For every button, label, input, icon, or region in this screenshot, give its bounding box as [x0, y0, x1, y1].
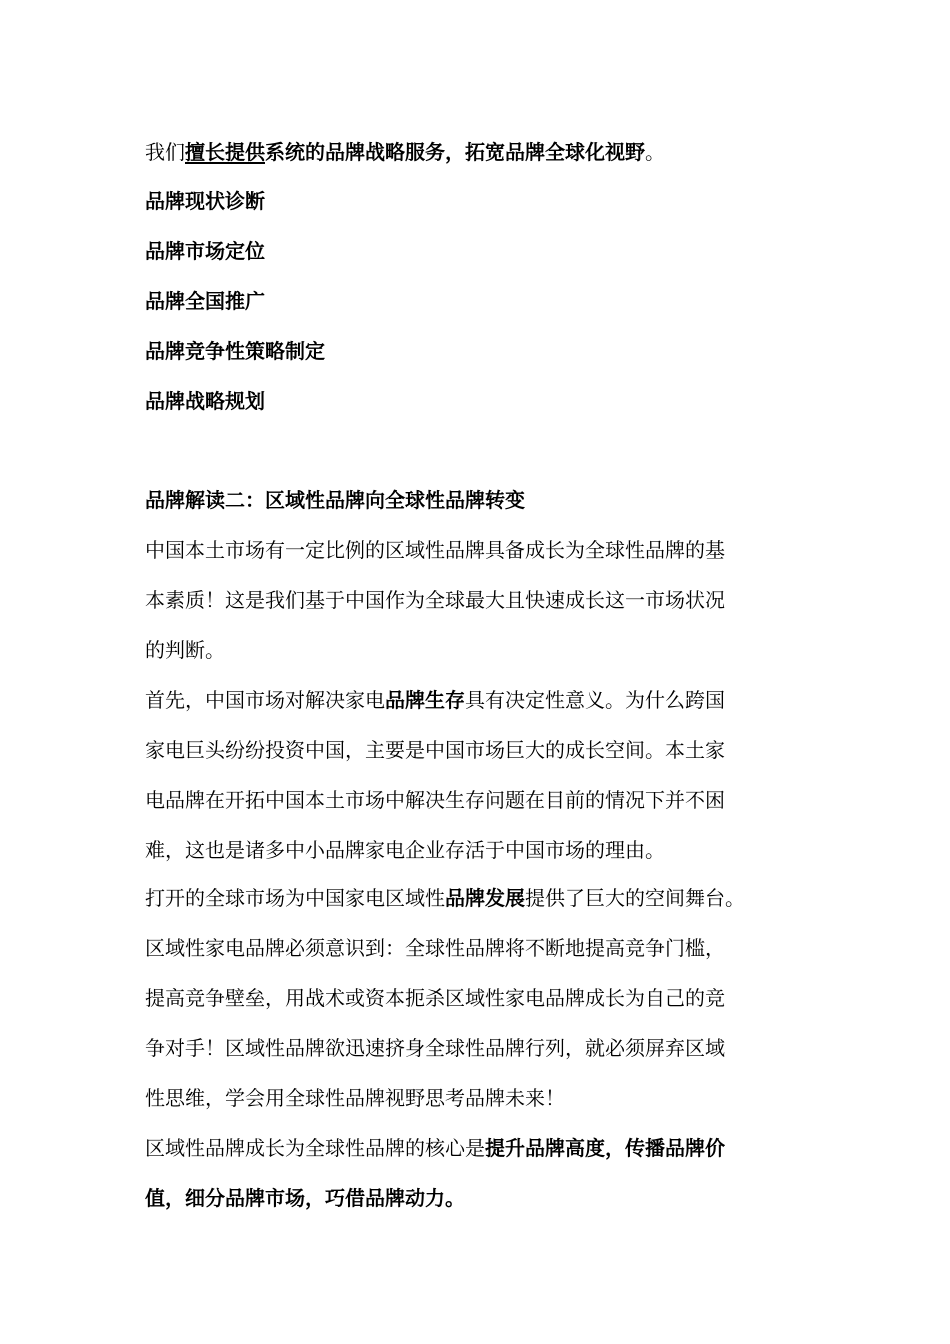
paragraph-line: 区域性家电品牌必须意识到：全球性品牌将不断地提高竞争门槛，: [145, 936, 725, 960]
service-item: 品牌竞争性策略制定: [145, 339, 325, 363]
text-run: 具有决定性意义。为什么跨国: [465, 688, 725, 712]
paragraph-line: 难，这也是诸多中小品牌家电企业存活于中国市场的理由。: [145, 838, 665, 862]
paragraph-line: [145, 686, 725, 714]
service-item: 品牌全国推广: [145, 289, 265, 313]
service-item: 品牌战略规划: [145, 389, 265, 413]
paragraph-line: 提高竞争壁垒，用战术或资本扼杀区域性家电品牌成长为自己的竞: [145, 986, 725, 1010]
paragraph-line: 本素质！这是我们基于中国作为全球最大且快速成长这一市场状况: [145, 588, 725, 612]
text-run: 首先，中国市场对解决家电: [145, 688, 385, 712]
emphasis-text: 品牌发展: [445, 886, 525, 910]
intro-suffix: 。: [645, 140, 665, 164]
text-run: 打开的全球市场为中国家电区域性: [145, 886, 445, 910]
paragraph-line: 值，细分品牌市场，巧借品牌动力。: [145, 1186, 465, 1210]
paragraph-line: 中国本土市场有一定比例的区域性品牌具备成长为全球性品牌的基: [145, 538, 725, 562]
intro-underlined: 擅长提供: [185, 140, 265, 164]
intro-bold-text: 系统的品牌战略服务，拓宽品牌全球化视野: [265, 140, 645, 164]
service-item: 品牌市场定位: [145, 239, 265, 263]
text-run: 区域性品牌成长为全球性品牌的核心是: [145, 1136, 485, 1160]
paragraph-line: 争对手！区域性品牌欲迅速挤身全球性品牌行列，就必须屏弃区域: [145, 1036, 725, 1060]
text-run: 提供了巨大的空间舞台。: [525, 886, 745, 910]
paragraph-line: 的判断。: [145, 638, 225, 662]
paragraph-line: 电品牌在开拓中国本土市场中解决生存问题在目前的情况下并不困: [145, 788, 725, 812]
emphasis-text: 提升品牌高度，传播品牌价: [485, 1136, 725, 1160]
intro-line: [145, 138, 665, 166]
paragraph-line: 家电巨头纷纷投资中国，主要是中国市场巨大的成长空间。本土家: [145, 738, 725, 762]
paragraph-line: [145, 1134, 725, 1162]
section-heading: 品牌解读二：区域性品牌向全球性品牌转变: [145, 488, 525, 512]
emphasis-text: 品牌生存: [385, 688, 465, 712]
paragraph-line: [145, 884, 745, 912]
service-item: 品牌现状诊断: [145, 189, 265, 213]
paragraph-line: 性思维，学会用全球性品牌视野思考品牌未来！: [145, 1086, 565, 1110]
intro-prefix: 我们: [145, 140, 185, 164]
